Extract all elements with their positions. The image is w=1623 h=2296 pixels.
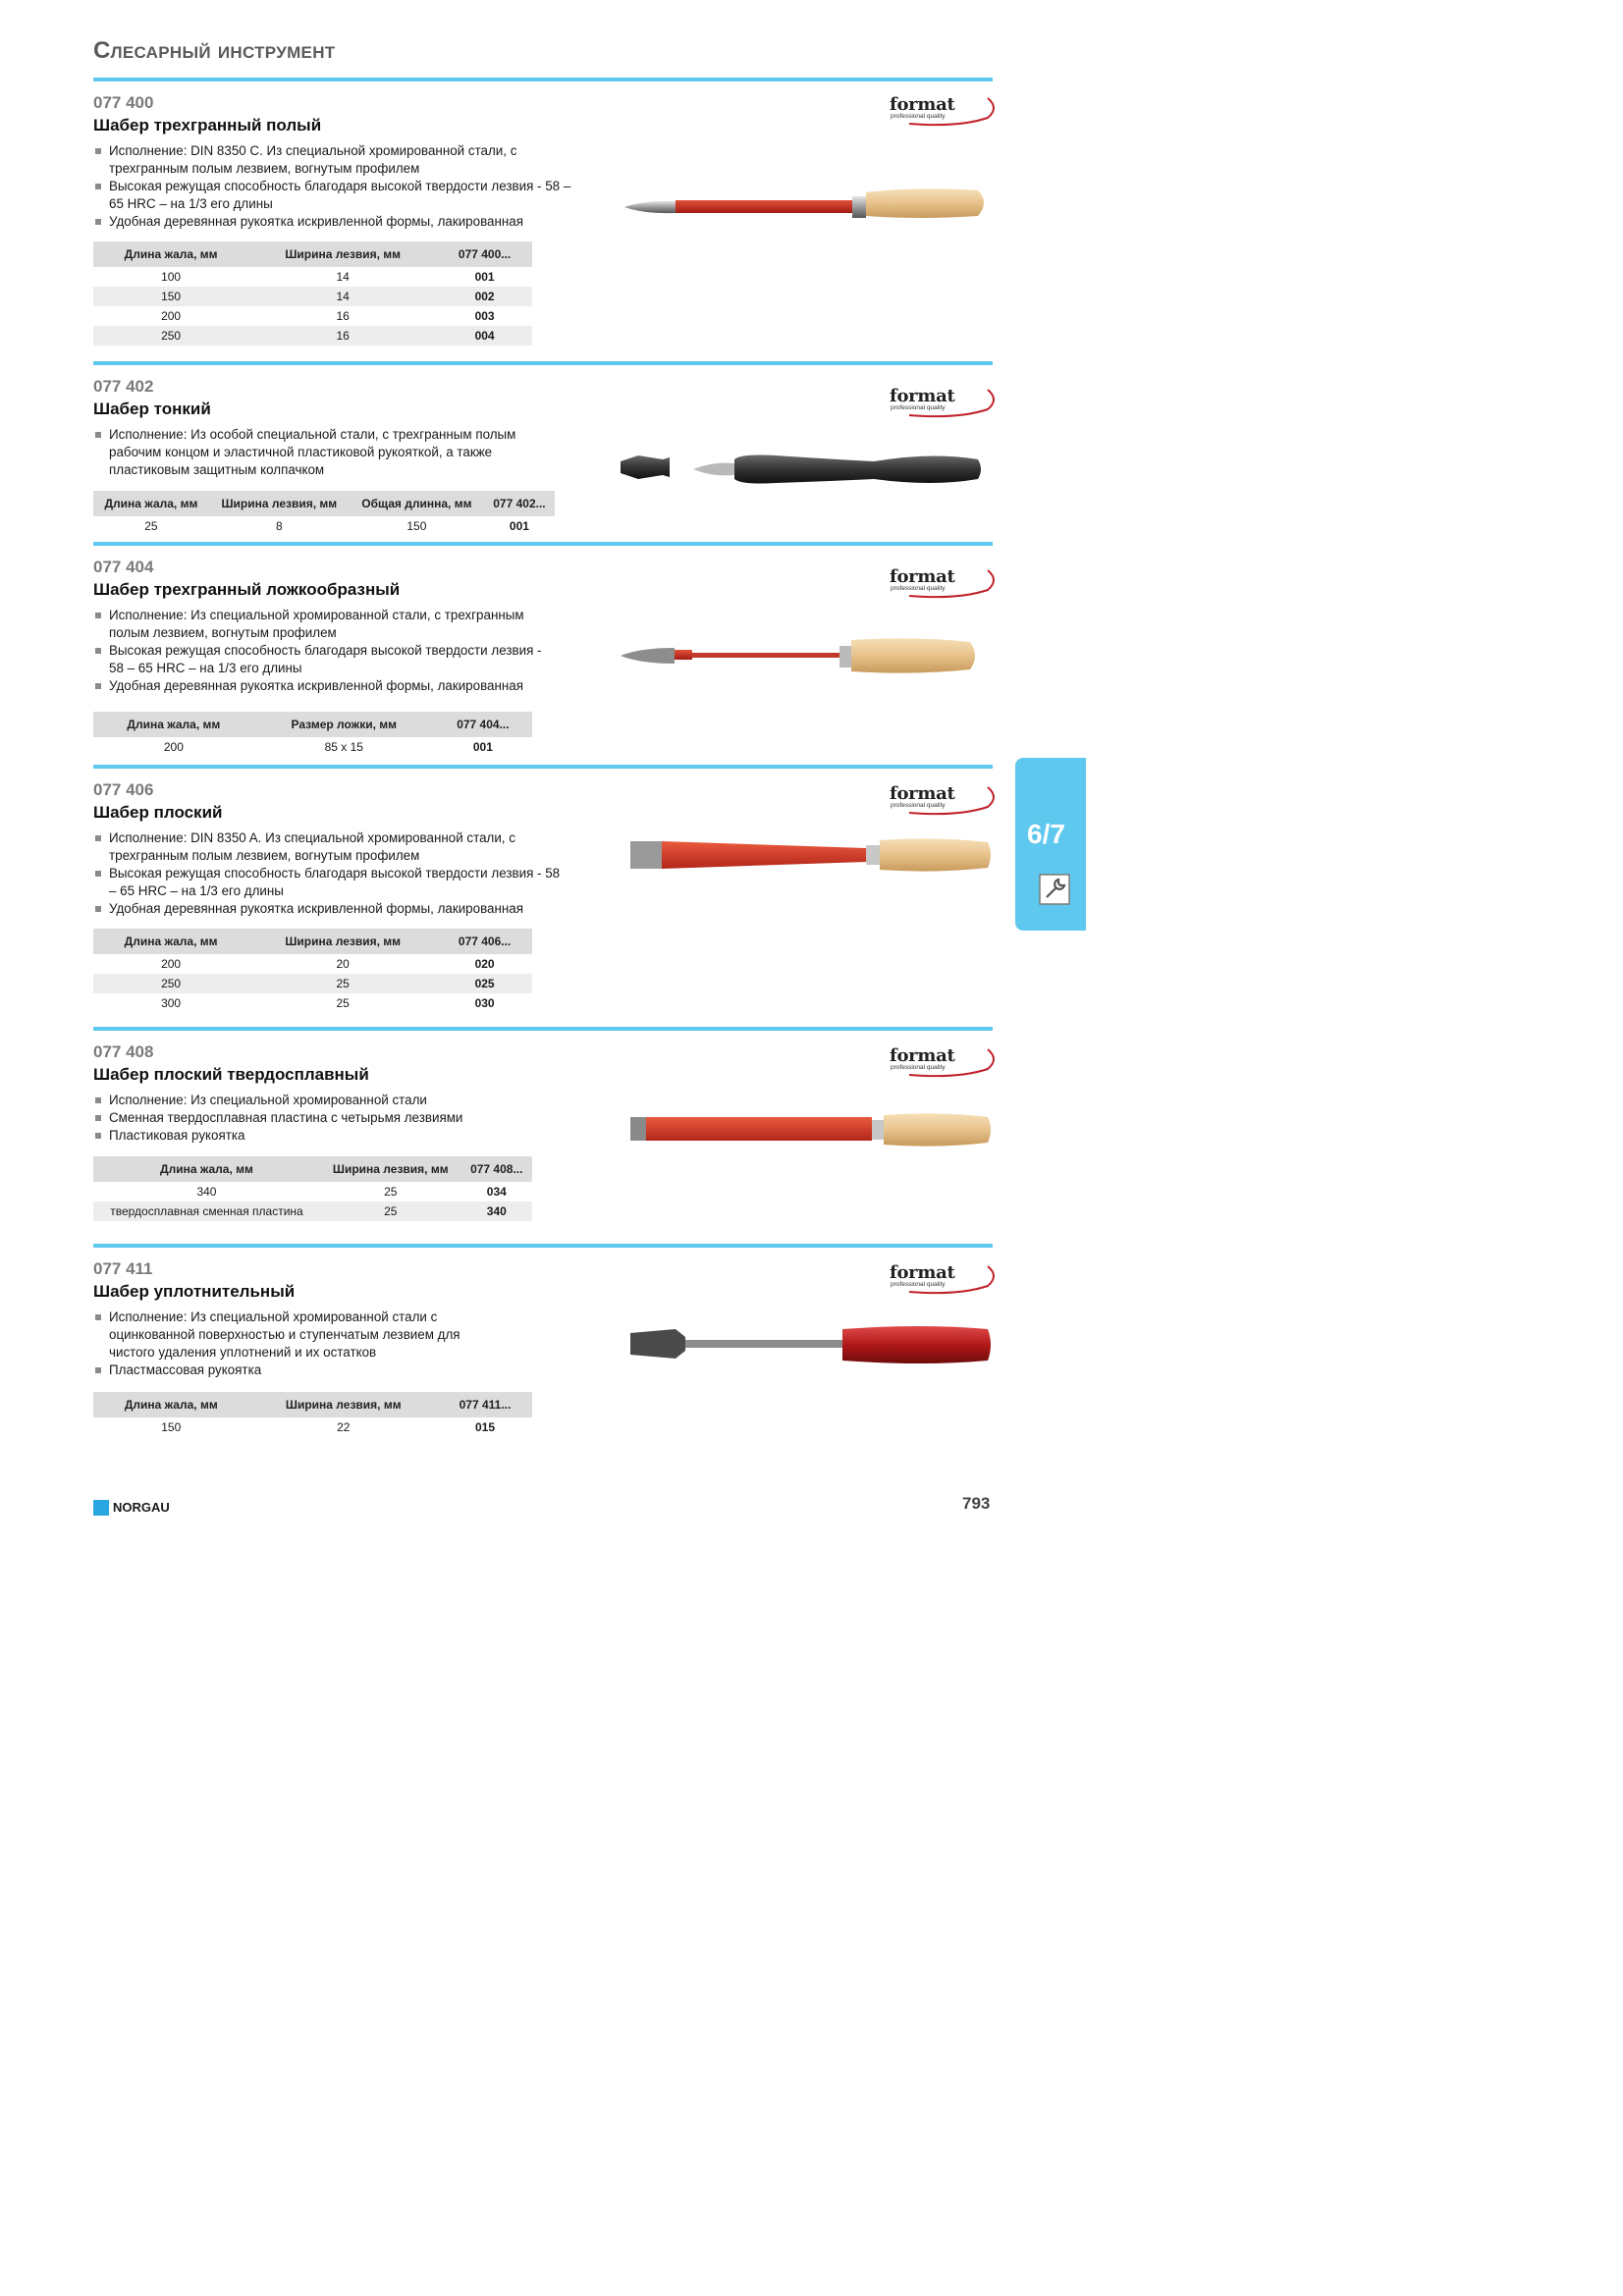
order-code: 004: [437, 326, 532, 346]
column-header: Длина жала, мм: [93, 1156, 320, 1182]
format-logo: [890, 783, 998, 817]
section-divider: [93, 1244, 993, 1248]
column-header: Длина жала, мм: [93, 241, 248, 267]
column-header: Ширина лезвия, мм: [209, 491, 350, 516]
feature-list: [93, 1092, 565, 1145]
logo-word: format: [890, 566, 955, 587]
table-cell: 100: [161, 270, 182, 284]
table-cell: 25: [248, 974, 437, 993]
product-name: Шабер уплотнительный: [93, 1282, 296, 1301]
table-cell: 25: [384, 1185, 398, 1199]
feature-list: [93, 607, 555, 695]
table-header: [93, 241, 532, 267]
column-header: Ширина лезвия, мм: [320, 1156, 461, 1182]
spec-table: [93, 712, 532, 757]
chapter-tab[interactable]: [1015, 758, 1086, 931]
table-cell: 150: [406, 519, 427, 533]
column-header: 077 400...: [437, 241, 532, 267]
section-divider: [93, 542, 993, 546]
order-code: 001: [472, 740, 493, 754]
feature-item: Исполнение: DIN 8350 C. Из специальной хромированной стали, с трехгранным полым лезвием, вогнутым профилем: [93, 142, 584, 178]
table-header: [93, 929, 532, 954]
table-row: [93, 306, 532, 326]
feature-item: Удобная деревянная рукоятка искривленной формы, лакированная: [93, 677, 555, 695]
format-logo: [890, 386, 998, 419]
order-code: 034: [486, 1185, 507, 1199]
feature-item: Исполнение: Из специальной хромированной стали с оцинкованной поверхностью и ступенчатым лезвием для чистого удаления уплотнений и их остатков: [93, 1308, 486, 1362]
table-header: [93, 712, 532, 737]
table-cell: 250: [93, 326, 248, 346]
logo-tagline: professional quality: [891, 1281, 946, 1288]
feature-list: [93, 829, 565, 918]
table-cell: 340: [196, 1185, 217, 1199]
logo-word: format: [890, 1045, 955, 1066]
section-divider: [93, 765, 993, 769]
table-cell: 200: [161, 957, 182, 971]
chapter-number: 6/7: [1027, 819, 1065, 849]
gasket-scraper-image: [628, 1323, 994, 1366]
column-header: 077 406...: [437, 929, 532, 954]
column-header: 077 402...: [484, 491, 555, 516]
table-cell: 22: [337, 1420, 351, 1434]
flat-scraper-image: [630, 836, 994, 874]
table-row: [93, 326, 532, 346]
column-header: Размер ложки, мм: [254, 712, 434, 737]
page-number: 793: [962, 1494, 991, 1513]
column-header: 077 411...: [438, 1392, 532, 1417]
column-header: Ширина лезвия, мм: [248, 929, 437, 954]
feature-item: Удобная деревянная рукоятка искривленной формы, лакированная: [93, 900, 565, 918]
format-logo: [890, 1045, 998, 1079]
table-cell: 150: [161, 1420, 182, 1434]
table-row: [93, 287, 532, 306]
column-header: Общая длинна, мм: [350, 491, 484, 516]
table-row: [93, 737, 532, 757]
product-name: Шабер тонкий: [93, 400, 211, 418]
feature-list: [93, 426, 530, 479]
product-code: 077 411: [93, 1259, 153, 1278]
order-code: 025: [437, 974, 532, 993]
table-cell: 14: [248, 287, 437, 306]
product-name: Шабер плоский: [93, 803, 223, 822]
column-header: Ширина лезвия, мм: [248, 241, 437, 267]
order-code: 001: [474, 270, 495, 284]
table-cell: 25: [144, 519, 158, 533]
carbide-flat-scraper-image: [628, 1111, 994, 1148]
table-cell: 200: [161, 309, 182, 323]
spec-table: [93, 1156, 532, 1221]
column-header: Ширина лезвия, мм: [249, 1392, 438, 1417]
table-header: [93, 1156, 532, 1182]
table-cell: 85 x 15: [324, 740, 363, 754]
logo-word: format: [890, 783, 955, 804]
table-row: [93, 1417, 532, 1437]
feature-item: Сменная твердосплавная пластина с четырьмя лезвиями: [93, 1109, 565, 1127]
product-code: 077 406: [93, 780, 154, 799]
table-row: [93, 1182, 532, 1201]
table-cell: 25: [320, 1201, 461, 1221]
page-title: Слесарный инструмент: [93, 37, 336, 64]
feature-item: Высокая режущая способность благодаря высокой твердости лезвия - 58 – 65 HRC – на 1/3 его длины: [93, 642, 555, 677]
logo-word: format: [890, 94, 955, 115]
table-header: [93, 491, 555, 516]
feature-item: Исполнение: DIN 8350 A. Из специальной хромированной стали, с трехгранным полым лезвием, вогнутым профилем: [93, 829, 565, 865]
format-logo: [890, 94, 998, 128]
column-header: Длина жала, мм: [93, 712, 254, 737]
table-cell: 8: [276, 519, 283, 533]
section-divider: [93, 361, 993, 365]
table-row: [93, 954, 532, 974]
feature-list: [93, 1308, 486, 1379]
table-cell: 300: [161, 996, 182, 1010]
logo-tagline: professional quality: [891, 802, 946, 809]
feature-list: [93, 142, 584, 231]
logo-tagline: professional quality: [891, 1064, 946, 1071]
order-code: 030: [474, 996, 495, 1010]
table-row: [93, 993, 532, 1013]
column-header: 077 404...: [434, 712, 532, 737]
column-header: Длина жала, мм: [93, 491, 209, 516]
order-code: 340: [461, 1201, 532, 1221]
hollow-triangular-scraper-image: [624, 183, 994, 224]
product-code: 077 408: [93, 1042, 154, 1061]
order-code: 002: [437, 287, 532, 306]
spec-table: [93, 241, 532, 346]
column-header: 077 408...: [461, 1156, 532, 1182]
wrench-icon: [1039, 874, 1070, 905]
footer-brand: NORGAU: [113, 1500, 170, 1515]
feature-item: Исполнение: Из особой специальной стали, с трехгранным полым рабочим концом и эластичной пластиковой рукояткой, а также пластиковым защитным колпачком: [93, 426, 530, 479]
table-cell: 16: [248, 326, 437, 346]
table-cell: 25: [336, 996, 350, 1010]
table-cell: 200: [163, 740, 184, 754]
feature-item: Исполнение: Из специальной хромированной стали, с трехгранным полым лезвием, вогнутым профилем: [93, 607, 555, 642]
column-header: Длина жала, мм: [93, 1392, 249, 1417]
format-logo: [890, 566, 998, 600]
table-row: [93, 516, 555, 536]
table-cell: 250: [93, 974, 248, 993]
order-code: 003: [474, 309, 495, 323]
table-row: [93, 1201, 532, 1221]
logo-word: format: [890, 1262, 955, 1283]
order-code: 001: [509, 519, 529, 533]
feature-item: Исполнение: Из специальной хромированной стали: [93, 1092, 565, 1109]
table-row: [93, 267, 532, 287]
column-header: Длина жала, мм: [93, 929, 248, 954]
norgau-logo-square-icon: [93, 1500, 109, 1516]
table-header: [93, 1392, 532, 1417]
product-name: Шабер трехгранный ложкообразный: [93, 580, 401, 599]
spec-table: [93, 929, 532, 1013]
logo-tagline: professional quality: [891, 404, 946, 411]
spoon-scraper-image: [621, 636, 980, 679]
product-name: Шабер трехгранный полый: [93, 116, 322, 134]
product-code: 077 404: [93, 558, 154, 576]
product-code: 077 400: [93, 93, 154, 112]
logo-tagline: professional quality: [891, 585, 946, 592]
feature-item: Высокая режущая способность благодаря высокой твердости лезвия - 58 – 65 HRC – на 1/3 его длины: [93, 178, 584, 213]
table-cell: 150: [93, 287, 248, 306]
table-cell: 14: [336, 270, 350, 284]
table-cell: 16: [336, 309, 350, 323]
logo-word: format: [890, 386, 955, 406]
table-cell: 20: [336, 957, 350, 971]
table-row: [93, 974, 532, 993]
product-code: 077 402: [93, 377, 154, 396]
table-cell: твердосплавная сменная пластина: [93, 1201, 320, 1221]
order-code: 020: [474, 957, 495, 971]
product-name: Шабер плоский твердосплавный: [93, 1065, 369, 1084]
section-divider: [93, 78, 993, 81]
feature-item: Пластиковая рукоятка: [93, 1127, 565, 1145]
spec-table: [93, 1392, 532, 1437]
feature-item: Высокая режущая способность благодаря высокой твердости лезвия - 58 – 65 HRC – на 1/3 его длины: [93, 865, 565, 900]
spec-table: [93, 491, 555, 536]
section-divider: [93, 1027, 993, 1031]
feature-item: Удобная деревянная рукоятка искривленной формы, лакированная: [93, 213, 584, 231]
feature-item: Пластмассовая рукоятка: [93, 1362, 486, 1379]
format-logo: [890, 1262, 998, 1296]
thin-scraper-image: [619, 448, 984, 491]
logo-tagline: professional quality: [891, 113, 946, 120]
order-code: 015: [474, 1420, 495, 1434]
